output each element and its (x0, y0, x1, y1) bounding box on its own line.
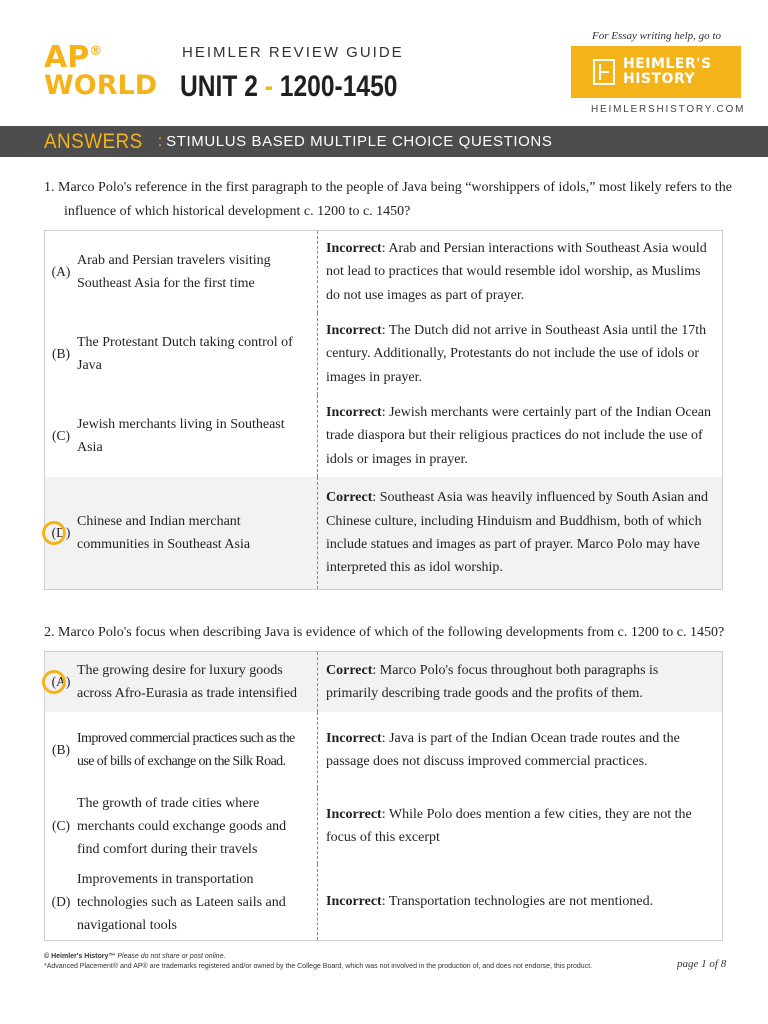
question-1-text: 1. Marco Polo's reference in the first paragraph to the people of Java being “worshippers of idols,” most likely refers to the influence of which historical development c. 1200 to c. 1450? (44, 180, 732, 219)
brand-url-link[interactable]: HEIMLERSHISTORY.COM (591, 104, 746, 115)
verdict: Incorrect (326, 240, 382, 256)
choice-letter: (C) (52, 428, 70, 443)
banner-colon: : (157, 132, 163, 150)
choice-text: Jewish merchants living in Southeast Asia (77, 417, 285, 455)
question-2-text: 2. Marco Polo's focus when describing Java is evidence of which of the following developments from c. 1200 to c. 1450? (44, 625, 725, 640)
choice-text: Improvements in transportation technologies such as Lateen sails and navigational tools (77, 871, 286, 933)
answer-row-correct (45, 477, 722, 589)
choice-letter: (B) (52, 346, 70, 361)
choice-text: The growing desire for luxury goods across Afro-Eurasia as trade intensified (77, 663, 298, 701)
choice-letter (45, 674, 77, 690)
page-number: page 1 of 8 (677, 958, 727, 970)
unit-title (180, 70, 397, 104)
explanation (317, 652, 722, 712)
verdict: Incorrect (326, 894, 382, 910)
answer-row (45, 231, 722, 313)
answer-row (45, 313, 722, 395)
answer-row-correct (45, 652, 722, 712)
heimlers-history-emblem-icon (593, 59, 615, 85)
explanation (317, 231, 722, 313)
answer-row (45, 864, 722, 940)
correct-answer-circle-icon (42, 521, 66, 545)
explanation-text: : While Polo does mention a few cities, they are not the focus of this excerpt (326, 806, 692, 845)
verdict: Incorrect (326, 730, 382, 746)
verdict: Incorrect (326, 322, 382, 338)
answer-row (45, 788, 722, 864)
footer-trademark: *Advanced Placement® and AP® are trademarks registered and/or owned by the College Board, which was not involved in the production of, and does not endorse, this product. (44, 963, 593, 970)
explanation-text: : Jewish merchants were certainly part of the Indian Ocean trade diaspora but their religious practices do not include the use of idols or images in prayer. (326, 404, 711, 467)
brand-name-line2: HISTORY (623, 71, 696, 87)
unit-separator: - (264, 70, 273, 103)
verdict: Correct (326, 490, 373, 506)
choice-text: Chinese and Indian merchant communities in Southeast Asia (77, 514, 251, 552)
explanation-text: : Southeast Asia was heavily influenced by South Asian and Chinese culture, including Hinduism and Buddhism, both of which include statues and images as part of prayer. Marco Polo may have interpreted this as idol worship. (326, 490, 708, 576)
verdict: Incorrect (326, 404, 382, 420)
choice-letter: (B) (52, 742, 70, 757)
answer-row (45, 712, 722, 788)
banner-subtitle: STIMULUS BASED MULTIPLE CHOICE QUESTIONS (166, 133, 553, 150)
choice-letter: (D) (51, 894, 71, 909)
unit-number: UNIT 2 (180, 70, 258, 103)
brand-name-line1: HEIMLER'S (623, 56, 712, 72)
banner-answers: ANSWERS (44, 129, 143, 153)
explanation-text: : Marco Polo's focus throughout both paragraphs is primarily describing trade goods and the profits of them. (326, 662, 659, 701)
explanation-text: : The Dutch did not arrive in Southeast Asia until the 17th century. Additionally, Protestants do not include the use of idols or images in prayer. (326, 322, 707, 385)
footer-share-notice: Please do not share or post online. (117, 953, 226, 960)
question-1-answer-table (44, 230, 723, 590)
explanation (317, 395, 722, 477)
explanation (317, 864, 722, 940)
choice-text: The Protestant Dutch taking control of Java (77, 335, 293, 373)
explanation (317, 477, 722, 589)
choice-text: The growth of trade cities where merchants could exchange goods and find comfort during their travels (77, 795, 287, 857)
explanation-text: : Java is part of the Indian Ocean trade routes and the passage does not discuss improved commercial practices. (326, 730, 680, 769)
footer-notice (44, 952, 592, 972)
essay-help-text: For Essay writing help, go to (592, 30, 721, 42)
choice-letter-text: (D) (51, 525, 71, 540)
verdict: Incorrect (326, 806, 382, 822)
choice-letter: (C) (52, 818, 70, 833)
explanation (317, 313, 722, 395)
choice-text: Improved commercial practices such as the use of bills of exchange on the Silk Road. (77, 731, 295, 769)
correct-answer-circle-icon (42, 670, 66, 694)
choice-letter-text: (A) (51, 674, 71, 689)
question-2-answer-table (44, 651, 723, 941)
explanation (317, 788, 722, 864)
explanation (317, 712, 722, 788)
explanation-text: : Transportation technologies are not mentioned. (381, 894, 654, 910)
guide-label: HEIMLER REVIEW GUIDE (182, 44, 404, 61)
unit-years: 1200-1450 (279, 70, 398, 103)
choice-letter: (A) (51, 264, 71, 279)
ap-world-logo (44, 40, 158, 101)
verdict: Correct (326, 662, 373, 678)
footer-copyright: © Heimler's History™ (44, 953, 116, 960)
answer-row (45, 395, 722, 477)
heimlers-history-logo[interactable] (571, 46, 741, 98)
logo-registered-mark: ® (89, 44, 103, 59)
logo-world-text: WORLD (44, 69, 158, 101)
explanation-text: : Arab and Persian interactions with Southeast Asia would not lead to practices that would resemble idol worship, as Muslims do not use images as part of prayer. (326, 240, 707, 303)
choice-letter (45, 525, 77, 541)
brand-name (623, 57, 712, 87)
section-banner (0, 126, 768, 157)
logo-ap-text: AP (44, 40, 90, 75)
choice-text: Arab and Persian travelers visiting Southeast Asia for the first time (77, 253, 271, 291)
